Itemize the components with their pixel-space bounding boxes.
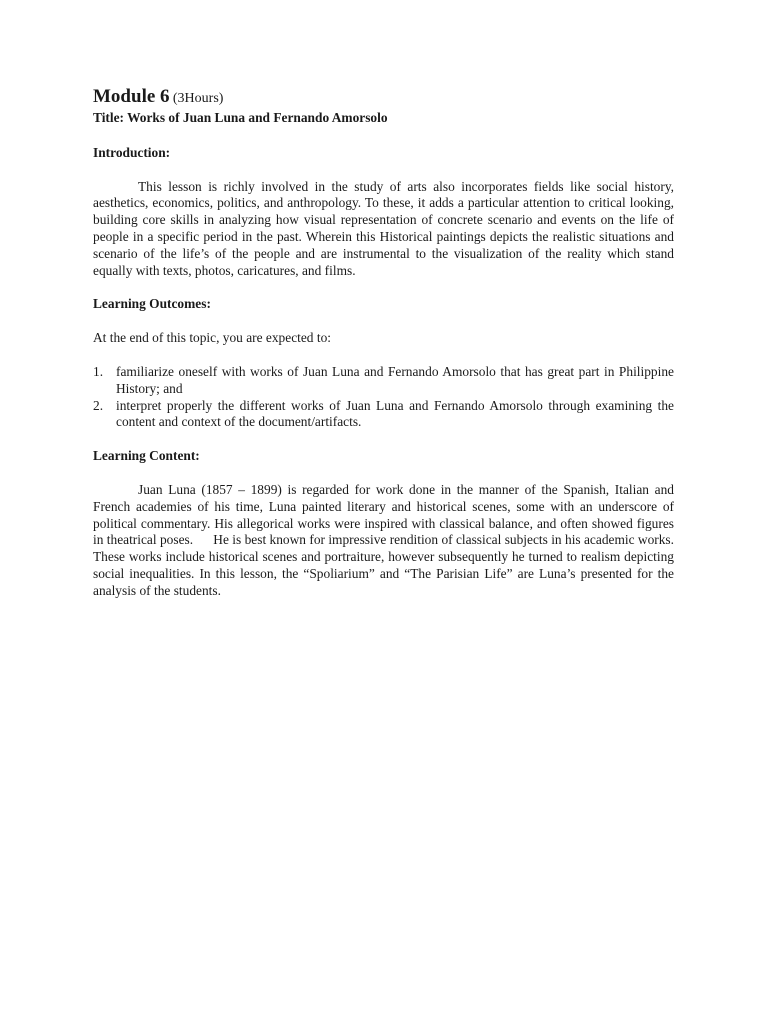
module-subtitle: Title: Works of Juan Luna and Fernando Amorsolo [93, 110, 388, 125]
learning-content-paragraph: Juan Luna (1857 – 1899) is regarded for work done in the manner of the Spanish, Italian and French academies of his time, Luna painted literary and historical scenes, some with an underscore of political commentary. His allegorical works were inspired with classical balance, and often showed figures in theatrical poses. He is best known for impressive rendition of classical subjects in his academic works. These works include historical scenes and portraiture, however subsequently he turned to realism depicting social inequalities. In this lesson, the “Spoliarium” and “The Parisian Life” are Luna’s presented for the analysis of the students. [93, 481, 678, 598]
list-item [93, 398, 674, 432]
document-page [93, 86, 678, 617]
learning-outcomes-intro: At the end of this topic, you are expected to: [93, 330, 331, 346]
introduction-paragraph: This lesson is richly involved in the study of arts also incorporates fields like social history, aesthetics, economics, politics, and anthropology. To these, it adds a particular attention to critical looking, building core skills in analyzing how visual representation of concrete scenario and events on the life of people in a specific period in the past. Wherein this Historical paintings depicts the realistic situations and scenario of the life’s of the people and are instrumental to the visualization of the reality which stand equally with texts, photos, caricatures, and films. [93, 178, 674, 278]
list-item [93, 364, 674, 398]
introduction-heading: Introduction: [93, 144, 171, 160]
module-title: Module 6 [93, 86, 170, 107]
list-item-number: 1. [93, 363, 104, 379]
module-hours: (3Hours) [172, 91, 224, 106]
learning-content-heading: Learning Content: [93, 448, 200, 464]
learning-outcomes-heading: Learning Outcomes: [93, 296, 211, 312]
list-item-text: interpret properly the different works of Juan Luna and Fernando Amorsolo through examining the content and context of the document/artifacts. [116, 397, 674, 430]
learning-outcomes-list [93, 364, 674, 431]
list-item-text: familiarize oneself with works of Juan Luna and Fernando Amorsolo that has great part in Philippine History; and [116, 363, 674, 396]
module-header [93, 86, 674, 110]
list-item-number: 2. [93, 397, 104, 413]
